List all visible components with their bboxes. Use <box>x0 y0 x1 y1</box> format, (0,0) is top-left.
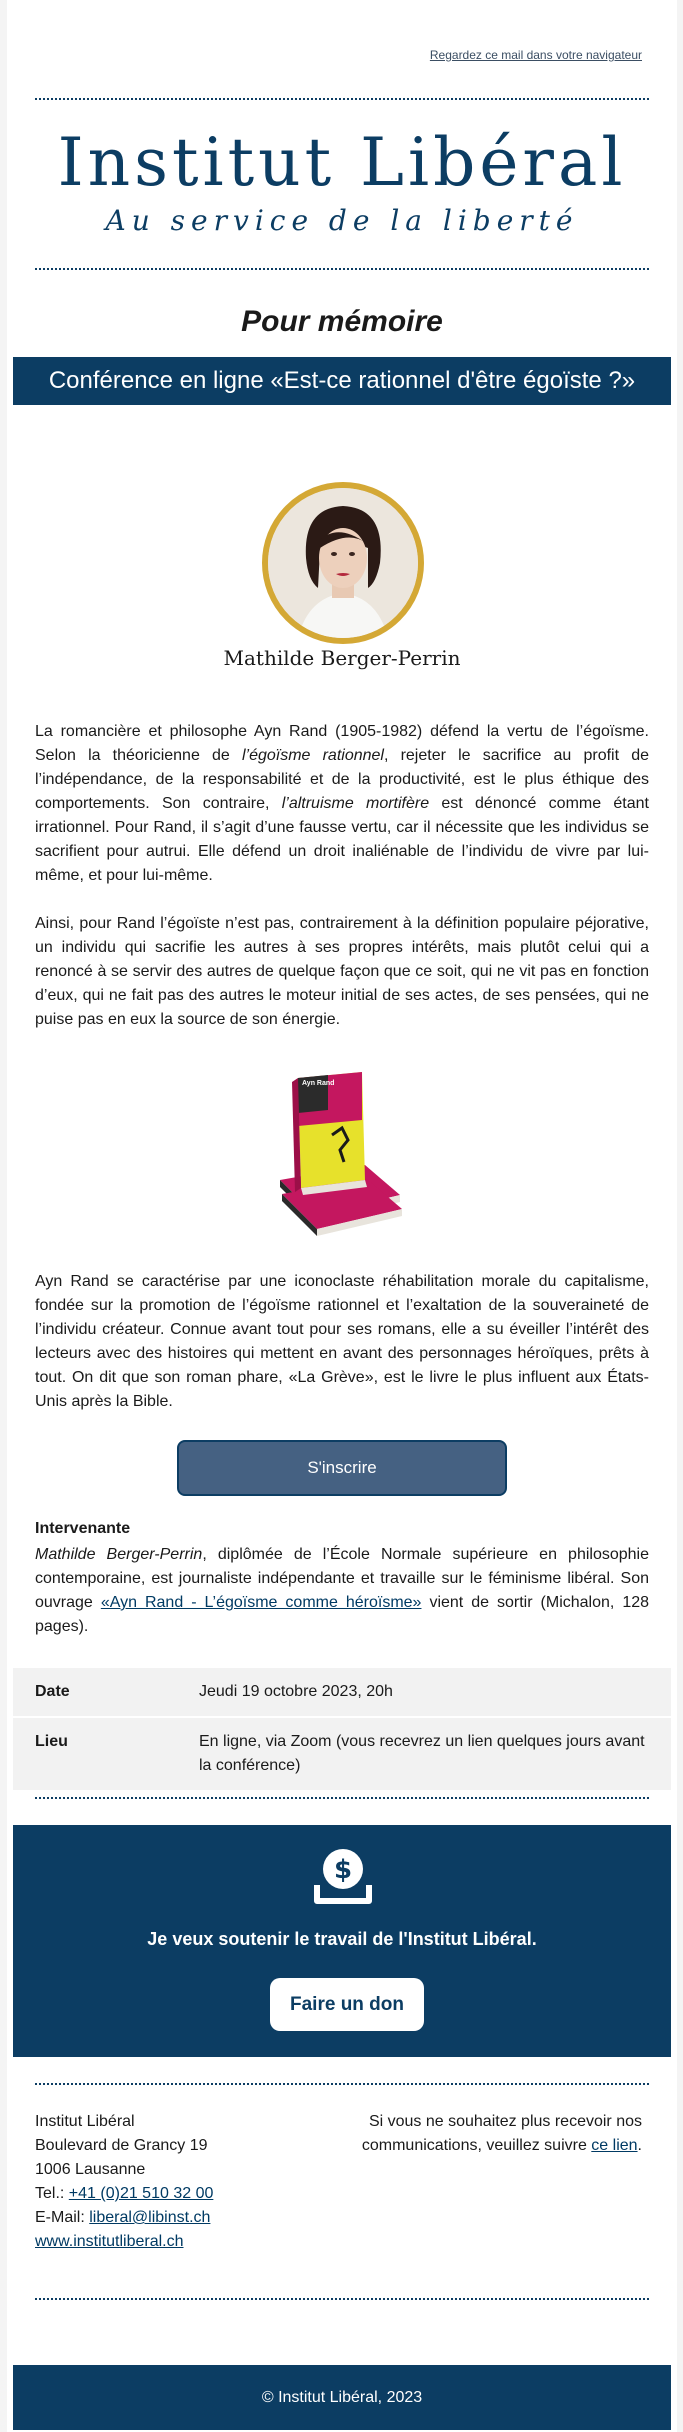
divider <box>35 2083 649 2085</box>
info-label: Date <box>35 1683 70 1700</box>
portrait-illustration <box>268 488 418 638</box>
donate-button[interactable]: Faire un don <box>270 1978 424 2031</box>
body-paragraph: Ayn Rand se caractérise par une iconoclaste réhabilitation morale du capitalisme, fondée sur la promotion de l’égoïsme rationnel et l’exaltation de la souveraineté de l’individu créateur. Connue avant tout pour ses romans, elle a su éveiller l’intérêt des lecteurs avec des histoires qui mettent en avant des personnages héroïques, prêts à tout. On dit que son roman phare, «La Grève», est le livre le plus influent aux États-Unis après la Bible. <box>35 1273 649 1410</box>
logo-tagline: Au service de la liberté <box>105 204 579 237</box>
info-label: Lieu <box>35 1733 68 1750</box>
unsubscribe-text: Si vous ne souhaitez plus recevoir nos communications, veuillez suivre ce lien. <box>361 2113 642 2154</box>
footer-street: Boulevard de Grancy 19 <box>35 2137 208 2154</box>
donate-section <box>13 1825 671 2057</box>
speaker-portrait <box>262 482 424 644</box>
email-link[interactable]: liberal@libinst.ch <box>89 2209 211 2226</box>
copyright-bar: © Institut Libéral, 2023 <box>13 2365 671 2430</box>
speaker-bio: Mathilde Berger-Perrin, diplômée de l’École Normale supérieure en philosophie contemporaine, est journaliste indépendante et travaille sur le féminisme libéral. Son ouvrage «Ayn Rand - L’égoïsme comme héroïsme» vient de sortir (Michalon, 128 pages). <box>35 1546 650 1635</box>
footer-org: Institut Libéral <box>35 2113 135 2130</box>
divider <box>35 98 649 100</box>
view-in-browser-link[interactable]: Regardez ce mail dans votre navigateur <box>429 48 642 62</box>
speaker-name-caption: Mathilde Berger-Perrin <box>223 646 461 670</box>
website-link[interactable]: www.institutliberal.ch <box>35 2233 184 2250</box>
footer-website <box>35 2230 213 2254</box>
footer-address <box>35 2110 213 2254</box>
speaker-heading: Intervenante <box>35 1520 131 1537</box>
hand-dollar-icon <box>313 1845 373 1907</box>
event-info-table <box>13 1668 671 1790</box>
info-value: En ligne, via Zoom (vous recevrez un lien quelques jours avant la conférence) <box>199 1733 645 1774</box>
body-paragraph: Ainsi, pour Rand l’égoïste n’est pas, contrairement à la définition populaire péjorative, un individu qui sacrifie les autres à ses propres intérêts, mais plutôt celui qui a renoncé à se servir des autres de quelque façon que ce soit, qui ne vit pas en fonction d’eux, qui ne fait pas des autres le moteur initial de ses actes, de ses pensées, qui ne puise pas en eux la source de son énergie. <box>35 915 649 1028</box>
footer-email: E-Mail: liberal@libinst.ch <box>35 2209 211 2226</box>
unsubscribe-link[interactable]: ce lien <box>591 2137 638 2154</box>
footer-tel: Tel.: +41 (0)21 510 32 00 <box>35 2185 214 2202</box>
divider <box>35 1797 649 1799</box>
logo-wordmark: Institut Libéral <box>57 124 627 201</box>
divider <box>35 2298 649 2300</box>
email-page <box>7 0 677 2432</box>
table-row <box>13 1668 671 1716</box>
institut-liberal-logo <box>7 124 677 237</box>
table-row <box>13 1716 671 1790</box>
book-illustration <box>270 1070 415 1240</box>
event-banner: Conférence en ligne «Est-ce rationnel d'être égoïste ?» <box>13 357 671 405</box>
book-image <box>270 1070 415 1240</box>
page-title: Pour mémoire <box>241 305 443 338</box>
svg-text:$: $ <box>333 1855 353 1885</box>
register-button[interactable]: S'inscrire <box>177 1440 507 1496</box>
book-cover-title: Ayn Rand <box>302 1080 335 1087</box>
donate-text: Je veux soutenir le travail de l'Institut Libéral. <box>147 1929 537 1949</box>
book-link[interactable]: «Ayn Rand - L’égoïsme comme héroïsme» <box>100 1594 422 1611</box>
intro-paragraph: La romancière et philosophe Ayn Rand (1905-1982) défend la vertu de l’égoïsme. Selon la théoricienne de l’égoïsme rationnel, rejeter le sacrifice au profit de l’indépendance, de la responsabilité et de la productivité, est le plus éthique des comportements. Son contraire, l’altruisme mortifère est dénoncé comme étant irrationnel. Pour Rand, il s’agit d’une fausse vertu, car il nécessite que les individus se sacrifient pour autrui. Elle défend un droit inaliénable de l’individu de vivre par lui-même, et pour lui-même. <box>35 723 650 884</box>
info-value: Jeudi 19 octobre 2023, 20h <box>199 1683 393 1700</box>
divider <box>35 268 649 270</box>
footer-city: 1006 Lausanne <box>35 2161 146 2178</box>
tel-link[interactable]: +41 (0)21 510 32 00 <box>68 2185 214 2202</box>
